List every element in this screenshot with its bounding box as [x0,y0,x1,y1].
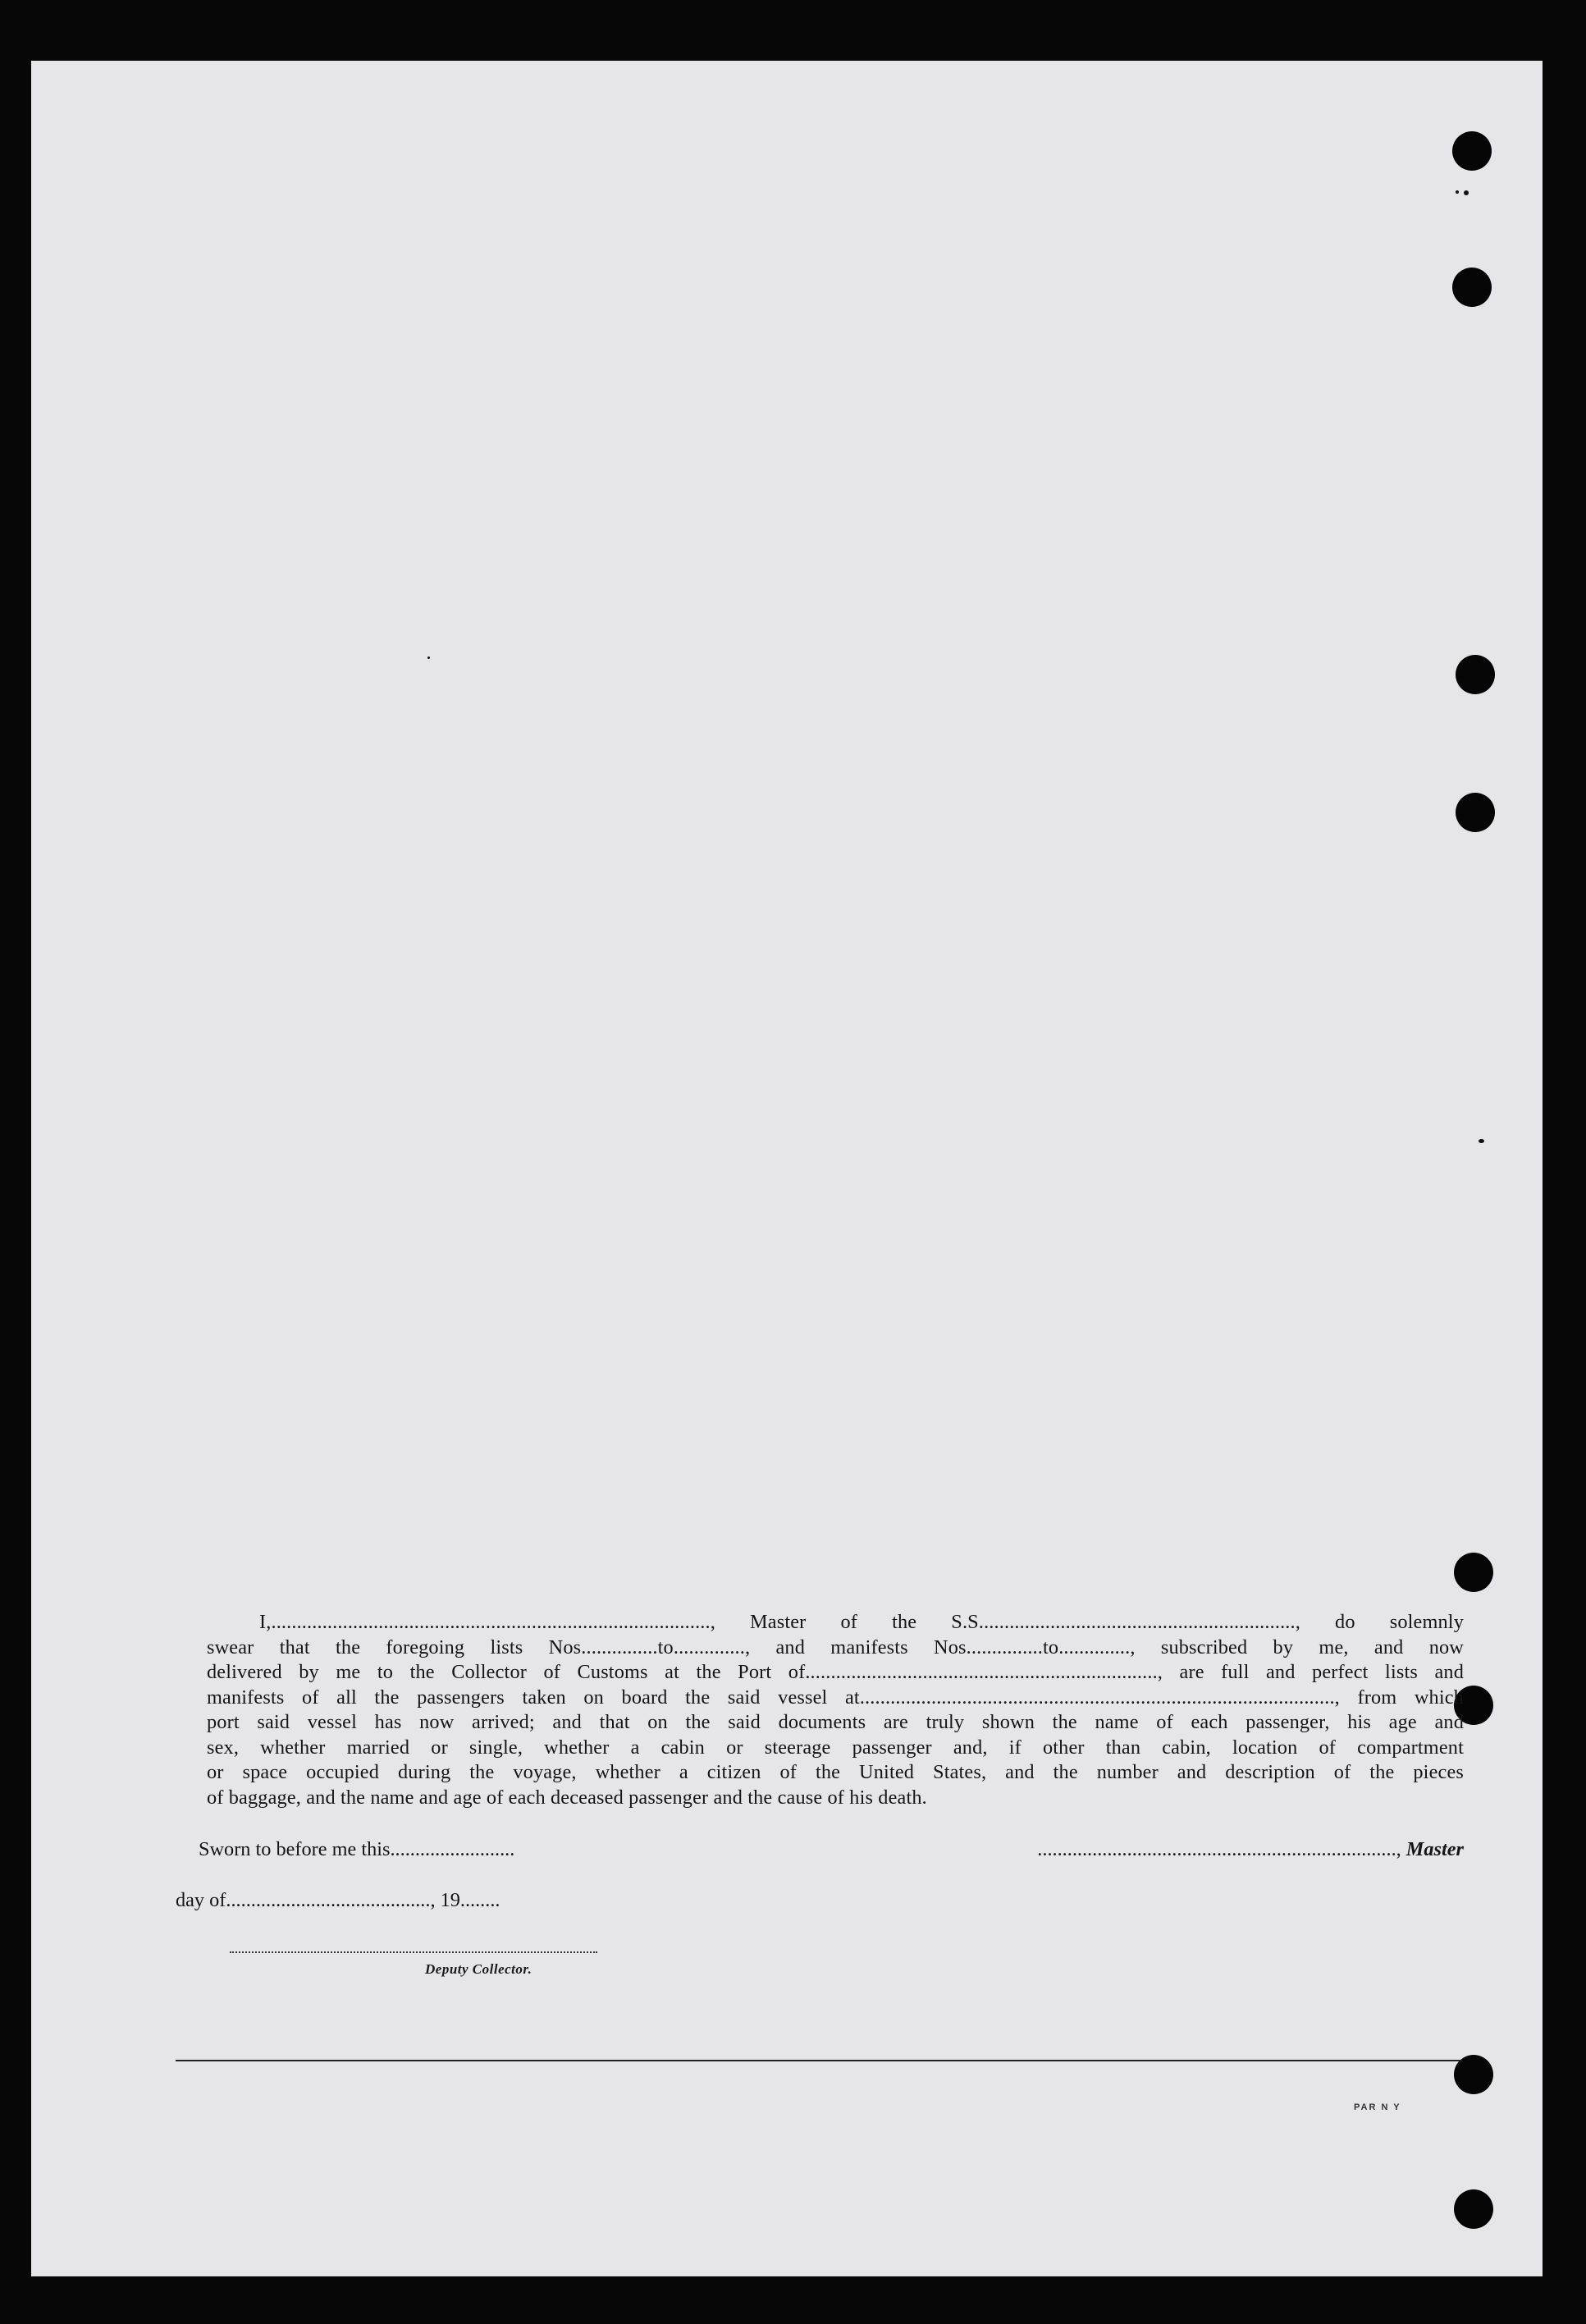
oath-line: swear that the foregoing lists Nos...............to.............., and manifests Nos...............to.............., subscribed by me, and now [207,1635,1464,1658]
paper-speck [1456,190,1459,194]
master-signature-field [1037,1838,1464,1861]
sworn-before-field: Sworn to before me this......................... [199,1838,515,1860]
punch-hole [1454,1553,1493,1592]
document-page [31,61,1543,2276]
paper-speck [427,656,430,659]
punch-hole [1452,268,1492,307]
master-oath-paragraph [207,1610,1464,1810]
master-label: Master [1405,1838,1464,1860]
punch-hole [1456,655,1495,694]
printer-mark: PAR N Y [1354,2102,1401,2112]
oath-line: manifests of all the passengers taken on board the said vessel at............................................................................................., from which [207,1686,1464,1709]
oath-line: or space occupied during the voyage, whether a citizen of the United States, and the number and description of the pieces [207,1761,1464,1783]
oath-line: sex, whether married or single, whether a cabin or steerage passenger and, if other than cabin, location of compartment [207,1736,1464,1759]
horizontal-rule [176,2060,1462,2061]
deputy-collector-label: Deputy Collector. [425,1961,532,1977]
day-of-field: day of........................................., 19........ [176,1889,500,1911]
punch-hole [1452,131,1492,171]
oath-line: I,......................................................................................, Master of the S.S.............................................................., do solemnly [259,1611,1464,1633]
punch-hole [1454,2189,1493,2229]
deputy-collector-signature-line [230,1951,597,1953]
paper-speck [1479,1139,1484,1143]
oath-line: port said vessel has now arrived; and that on the said documents are truly shown the name of each passenger, his age and [207,1711,1464,1733]
punch-hole [1456,793,1495,832]
oath-line: delivered by me to the Collector of Customs at the Port of....................................................................., are full and perfect lists and [207,1661,1464,1683]
oath-line: of baggage, and the name and age of each deceased passenger and the cause of his death. [207,1786,927,1809]
paper-speck [1464,190,1469,195]
master-signature-dots: ........................................................................, [1037,1838,1401,1860]
